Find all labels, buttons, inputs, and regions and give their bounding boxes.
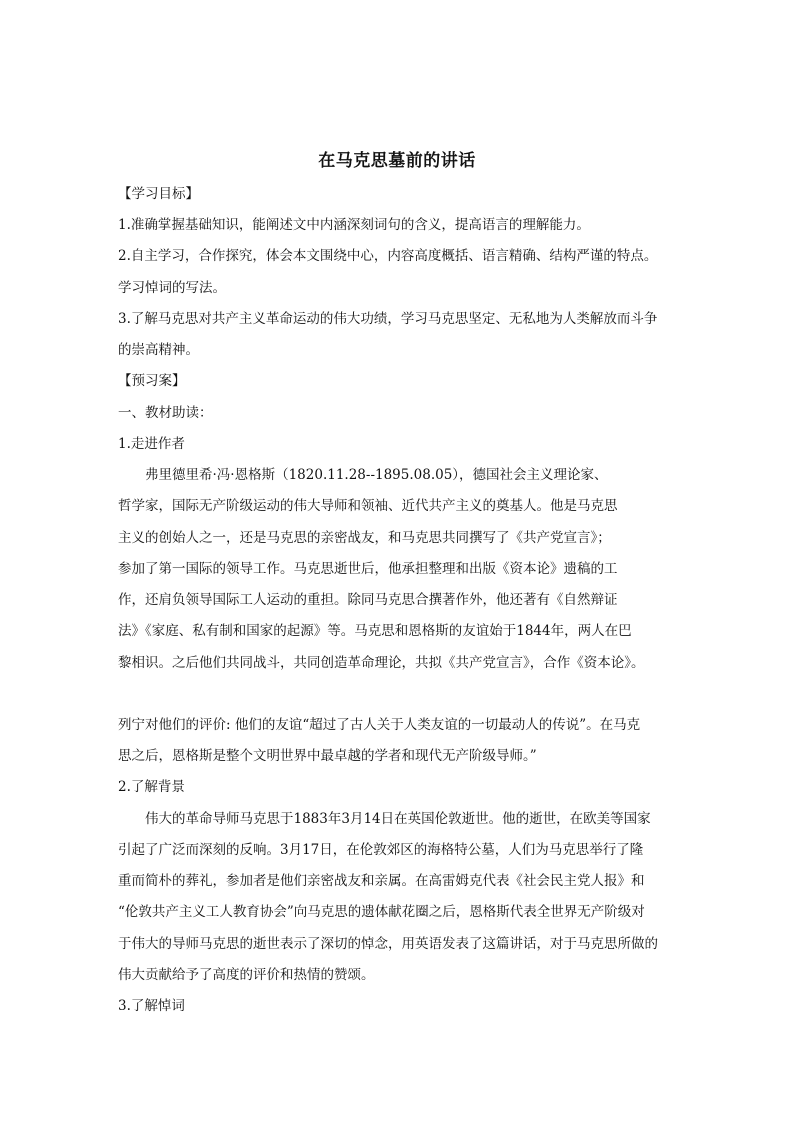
lenin-quote-line: 思之后，恩格斯是整个文明世界中最卓越的学者和现代无产阶级导师。” <box>118 748 537 764</box>
author-paragraph-line: 黎相识。之后他们共同战斗，共同创造革命理论，共拟《共产党宣言》，合作《资本论》。 <box>118 655 645 671</box>
subheading-textbook-guide: 一、教材助读： <box>118 405 213 421</box>
background-paragraph-line: 于伟大的导师马克思的逝世表示了深切的悼念，用英语发表了这篇讲话，对于马克思所做的 <box>118 936 658 952</box>
section-heading-learning-goals: 【学习目标】 <box>118 186 199 202</box>
goal-item-3: 3.了解马克思对共产主义革命运动的伟大功绩，学习马克思坚定、无私地为人类解放而斗争 <box>118 311 658 327</box>
author-paragraph-line: 法》《家庭、私有制和国家的起源》等。马克思和恩格斯的友谊始于1844年，两人在巴 <box>118 623 632 639</box>
section-heading-preview: 【预习案】 <box>118 373 186 389</box>
author-paragraph-line: 弗里德里希·冯·恩格斯（1820.11.28--1895.08.05），德国社会主义理论家、 <box>145 467 608 483</box>
goal-item-3-cont: 的崇高精神。 <box>118 342 199 358</box>
document-title: 在马克思墓前的讲话 <box>318 151 476 171</box>
background-paragraph-line: 伟大的革命导师马克思于1883年3月14日在英国伦敦逝世。他的逝世，在欧美等国家 <box>145 811 651 827</box>
author-paragraph-line: 参加了第一国际的领导工作。马克思逝世后，他承担整理和出版《资本论》遗稿的工 <box>118 561 618 577</box>
subheading-author: 1.走进作者 <box>118 436 185 452</box>
background-paragraph-line: 重而简朴的葬礼，参加者是他们亲密战友和亲属。在高雷姆克代表《社会民主党人报》和 <box>118 873 645 889</box>
lenin-quote-line: 列宁对他们的评价: 他们的友谊“超过了古人关于人类友谊的一切最动人的传说”。在马克 <box>118 717 641 733</box>
goal-item-1: 1.准确掌握基础知识，能阐述文中内涵深刻词句的含义，提高语言的理解能力。 <box>118 217 590 233</box>
goal-item-2: 2.自主学习，合作探究，体会本文围绕中心，内容高度概括、语言精确、结构严谨的特点。 <box>118 248 658 264</box>
author-paragraph-line: 主义的创始人之一，还是马克思的亲密战友，和马克思共同撰写了《共产党宣言》； <box>118 530 611 546</box>
author-paragraph-line: 哲学家，国际无产阶级运动的伟大导师和领袖、近代共产主义的奠基人。他是马克思 <box>118 498 618 514</box>
subheading-eulogy: 3.了解悼词 <box>118 998 185 1014</box>
goal-item-2-cont: 学习悼词的写法。 <box>118 280 226 296</box>
background-paragraph-line: “伦敦共产主义工人教育协会”向马克思的遗体献花圈之后，恩格斯代表全世界无产阶级对 <box>118 904 645 920</box>
background-paragraph-line: 伟大贡献给予了高度的评价和热情的赞颂。 <box>118 967 375 983</box>
author-paragraph-line: 作，还肩负领导国际工人运动的重担。除同马克思合撰著作外，他还著有《自然辩证 <box>118 592 618 608</box>
background-paragraph-line: 引起了广泛而深刻的反响。3月17日，在伦敦郊区的海格特公墓，人们为马克思举行了隆 <box>118 842 644 858</box>
subheading-background: 2.了解背景 <box>118 779 185 795</box>
